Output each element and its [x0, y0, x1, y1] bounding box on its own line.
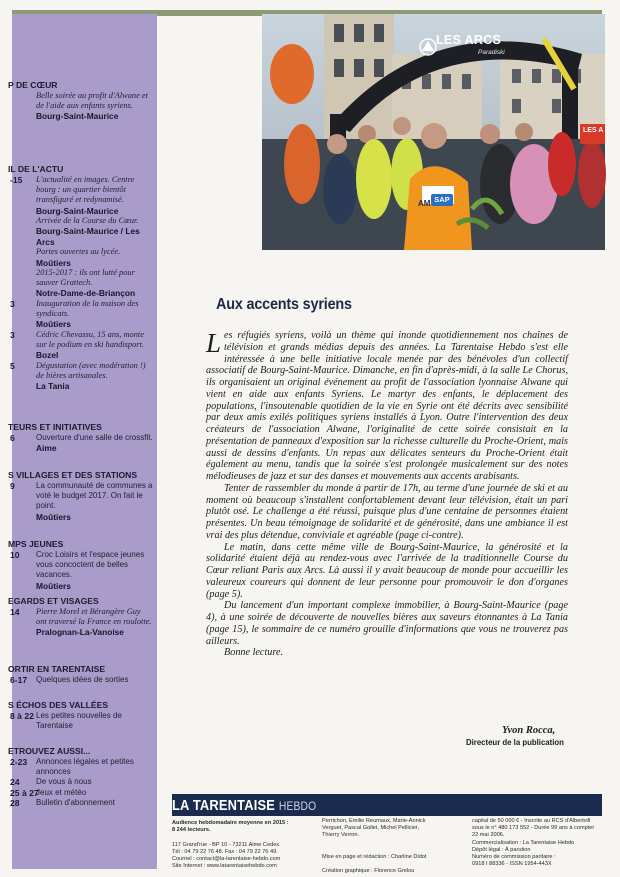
- footer-line: sous le n° 480 173 552 - Durée 99 ans à compter: [472, 825, 595, 832]
- toc-page-number: 9: [10, 481, 15, 491]
- toc-page-number: 28: [10, 797, 20, 808]
- toc-entry[interactable]: [12, 675, 157, 685]
- footer-line: [322, 861, 452, 868]
- toc-entry-text: Les petites nouvelles de Tarentaise: [36, 711, 122, 731]
- toc-entry-place: Bourg-Saint-Maurice: [36, 205, 119, 216]
- toc-section-title: S ÉCHOS DES VALLÉES: [8, 700, 109, 710]
- footer-line: 8 244 lecteurs.: [172, 827, 211, 834]
- footer-line: capital de 50 000 € - Inscrite au RCS d'Albertvill: [472, 818, 591, 824]
- toc-entry-text: Annonces légales et petites annonces: [36, 757, 134, 777]
- footer-credits-column: [322, 818, 452, 876]
- toc-entry[interactable]: [12, 91, 157, 122]
- toc-section: [8, 746, 157, 808]
- toc-section: [8, 470, 157, 522]
- toc-page-number: 3: [10, 298, 15, 309]
- toc-entry-text: La communauté de communes a voté le budget 2017. On fait le point.: [36, 481, 153, 511]
- toc-entry-place: Notre-Dame-de-Briançon: [36, 288, 136, 299]
- toc-page-number: 14: [10, 607, 20, 617]
- toc-entry[interactable]: [12, 216, 157, 247]
- editorial-article: [206, 330, 568, 659]
- toc-page-number: 6: [10, 433, 15, 443]
- arch-sub-text: Paradiski: [478, 49, 505, 56]
- toc-page-number: 6-17: [10, 675, 28, 685]
- publication-logo: LA TARENTAISE HEBDO: [172, 797, 317, 814]
- toc-section-title: MPS JEUNES: [8, 539, 64, 549]
- toc-page-number: 3: [10, 329, 15, 340]
- toc-section-title: ORTIR EN TARENTAISE: [8, 664, 106, 674]
- toc-page-number: 8 à 22: [10, 711, 34, 721]
- toc-page-number: 24: [10, 777, 20, 788]
- footer-line: 22 mai 2006.: [472, 832, 505, 839]
- footer-line: Commercialisation : La Tarentaise Hebdo: [472, 839, 575, 846]
- toc-section-title: ETROUVEZ AUSSI...: [8, 746, 91, 756]
- toc-section: [8, 422, 157, 454]
- toc-entry-place: Bourg-Saint-Maurice: [36, 111, 119, 122]
- toc-entry[interactable]: [12, 711, 157, 731]
- toc-entry[interactable]: [12, 247, 157, 268]
- toc-entry-text: Jeux et météo: [36, 787, 87, 797]
- toc-section: [8, 664, 157, 685]
- toc-entry-place: La Tania: [36, 381, 70, 392]
- toc-section-title: EGARDS ET VISAGES: [8, 596, 99, 606]
- toc-entry-place: Moûtiers: [36, 511, 71, 522]
- drop-cap: L: [206, 328, 222, 358]
- footer-line: Numéro de commission paritaire :: [472, 854, 556, 861]
- toc-entry-text: Belle soirée au profit d'Alwane et de l'aide aux enfants syriens.: [36, 91, 148, 111]
- toc-section-title: TEURS ET INITIATIVES: [8, 422, 102, 432]
- toc-section-title: IL DE L'ACTU: [8, 164, 64, 174]
- article-paragraph-2: Tenter de rassembler du monde à partir de 17h, au terme d'une journée de ski et au moment où beaucoup s'installent confortablement devant leur télévision, était un pari plutôt osé. Le challenge a été réussi, puisque plus d'une centaine de personnes étaient présentes. Un beau témoignage de solidarité et de générosité, dans une ambiance il est vrai des plus détendue, conviviale et agréable (page ci-contre).: [206, 482, 568, 541]
- footer-line: Thierry Verron.: [322, 832, 359, 839]
- toc-entry-text: Ouverture d'une salle de crossfit.: [36, 433, 153, 442]
- toc-entry[interactable]: [12, 550, 157, 591]
- toc-entry-text: Pierre Morel et Bérangère Guy ont traversé la France en roulotte.: [36, 607, 152, 627]
- toc-section: [8, 80, 157, 122]
- race-finish-photo: [262, 14, 605, 250]
- toc-section: [8, 596, 157, 638]
- toc-entry-place: Bourg-Saint-Maurice / Les Arcs: [36, 226, 140, 247]
- toc-entry-place: Moûtiers: [36, 257, 71, 268]
- toc-entry-text: Inauguration de la maison des syndicats.: [36, 298, 139, 319]
- footer-line: Verguet, Pascal Gollet, Michel Pellicier,: [322, 825, 420, 832]
- footer-line: Courriel : contact@la-tarentaise-hebdo.com: [172, 856, 281, 862]
- toc-entry-place: Moûtiers: [36, 580, 71, 591]
- toc-entry-place: Pralognan-La-Vanoise: [36, 627, 124, 638]
- toc-entry[interactable]: [12, 777, 157, 787]
- footer-line: [322, 847, 452, 854]
- toc-section: [8, 700, 157, 731]
- footer-line: Dépôt légal : À parution: [472, 846, 531, 853]
- toc-entry-text: Cédric Chevassu, 15 ans, monte sur le podium en ski handisport.: [36, 329, 144, 350]
- toc-entry-text: Croc Loisirs et l'espace jeunes vous concoctent de belles vacances.: [36, 550, 145, 580]
- publication-brand-bar: [172, 794, 602, 816]
- footer-line: 0918 I 88336 - ISSN 1954-443X: [472, 861, 552, 868]
- article-paragraph-1: Les réfugiés syriens, voilà un thème qui inonde quotidiennement nos chaînes de télévision et grands médias depuis des années. La Tarentaise Hebdo s'est elle intéressée à une belle initiative locale menée par des bénévoles d'un collectif associatif de Bourg-Saint-Maurice. Dimanche, en fin d'après-midi, à la salle Le Chorus, ils organisaient un original événement au profit de l'association lyonnaise Alwane qui vient en aide aux enfants Syriens. Le martyr des enfants, le déplacement des populations, l'insoutenable quotidien de la vie en Syrie ont été décrits avec sensibilité par deux amis exilés politiques syriens installés à Lyon. Outre l'intervention des deux créateurs de l'association Alwane, l'originalité de cette soirée consistait en la présentation de panneaux d'exposition sur la richesse culturelle du Proche-Orient, mais aussi de dessins d'enfants. Un repas aux délicates senteurs du Proche-Orient était également au menu, tandis que la soirée s'est prolongée musicalement sur des notes mélodieuses de jazz et sur des danses et mouvements aux accents arabisants.: [206, 328, 568, 482]
- article-closing: Bonne lecture.: [224, 647, 284, 659]
- toc-page-number: 2-23: [10, 757, 28, 767]
- footer-line: Création graphique : Florence Grelou: [322, 868, 415, 875]
- bib-text: AM: [418, 199, 431, 208]
- toc-entry-place: Moûtiers: [36, 319, 71, 330]
- toc-entry-text: 2015-2017 : ils ont lutté pour sauver Grattech.: [36, 268, 135, 288]
- footer-legal-column: [472, 818, 607, 868]
- toc-entry[interactable]: [12, 607, 157, 638]
- footer-contact-column: [172, 820, 292, 870]
- table-of-contents-sidebar: [8, 14, 157, 869]
- toc-entry[interactable]: [12, 433, 157, 454]
- toc-entry[interactable]: [12, 788, 157, 798]
- toc-entry-text: Quelques idées de sorties: [36, 675, 129, 684]
- footer-line: [322, 840, 452, 847]
- footer-line: [172, 834, 292, 841]
- article-paragraph-4: Du lancement d'un important complexe immobilier, à Bourg-Saint-Maurice (page 4), à une soirée de découverte de nouvelles bières aux saveurs étonnantes à La Tania (page 15), le sommaire de ce numéro grouille d'informations que vous ne trouverez pas ailleurs.: [206, 600, 568, 647]
- toc-page-number: 25 à 27: [10, 787, 39, 798]
- sign-text: LES A: [583, 127, 604, 134]
- footer-line: Mise en page et rédaction : Charline Didot: [322, 853, 427, 860]
- article-paragraph-3: Le matin, dans cette même ville de Bourg-Saint-Maurice, la générosité et la solidarité étaient déjà au rendez-vous avec l'arrivée de la traditionnelle Course du Cœur reliant Paris aux Arcs. Là aussi il y avait beaucoup de monde pour accueillir les valeureux coureurs qui donnent de leur personne pour promouvoir le don d'organes (page 5).: [206, 541, 568, 600]
- toc-entry[interactable]: [12, 175, 157, 216]
- toc-entry-text: De vous à nous: [36, 777, 92, 787]
- toc-entry[interactable]: [12, 798, 157, 808]
- toc-entry-place: Bozel: [36, 350, 59, 361]
- toc-page-number: 10: [10, 550, 20, 560]
- toc-entry-text: Dégustation (avec modération !) de bières artisanales.: [36, 360, 146, 380]
- toc-entry-text: Bulletin d'abonnement: [36, 797, 115, 807]
- toc-page-number: -15: [10, 175, 23, 185]
- sap-logo: SAP: [431, 194, 453, 206]
- toc-entry[interactable]: [12, 268, 157, 299]
- signature-role: Directeur de la publication: [466, 738, 564, 747]
- toc-entry-text: Portes ouvertes au lycée.: [36, 247, 121, 257]
- article-headline: Aux accents syriens: [216, 296, 352, 313]
- toc-entry[interactable]: [12, 757, 157, 777]
- arch-brand-text: LES ARCS: [436, 33, 502, 47]
- footer-line: Site Internet : www.latarentaisehebdo.com: [172, 863, 277, 870]
- toc-section-title: S VILLAGES ET DES STATIONS: [8, 470, 138, 480]
- footer-line: Tél : 04 79 22 76 48. Fax : 04 79 22 76 49.: [172, 848, 278, 855]
- toc-entry-place: Aime: [36, 443, 57, 454]
- signature-name: Yvon Rocca,: [502, 725, 556, 736]
- toc-entry-text: Arrivée de la Course du Cœur.: [36, 216, 139, 226]
- toc-section: [8, 164, 157, 392]
- toc-entry-text: L'actualité en images. Centre bourg : un quartier bientôt transfiguré et redynamisé.: [36, 175, 135, 205]
- toc-entry[interactable]: [12, 361, 157, 392]
- footer-line: Audience hebdomadaire moyenne en 2015 :: [172, 820, 289, 826]
- toc-entry[interactable]: [12, 330, 157, 361]
- toc-section: [8, 539, 157, 591]
- toc-entry[interactable]: [12, 299, 157, 330]
- toc-page-number: 5: [10, 360, 15, 371]
- footer-line: Perrichon, Emilie Reumaux, Marie-Annick: [322, 818, 426, 824]
- toc-entry[interactable]: [12, 481, 157, 522]
- toc-section-title: P DE CŒUR: [8, 80, 58, 90]
- footer-line: 117 Grand'rue - BP 10 - 73211 Aime Cedex.: [172, 841, 281, 848]
